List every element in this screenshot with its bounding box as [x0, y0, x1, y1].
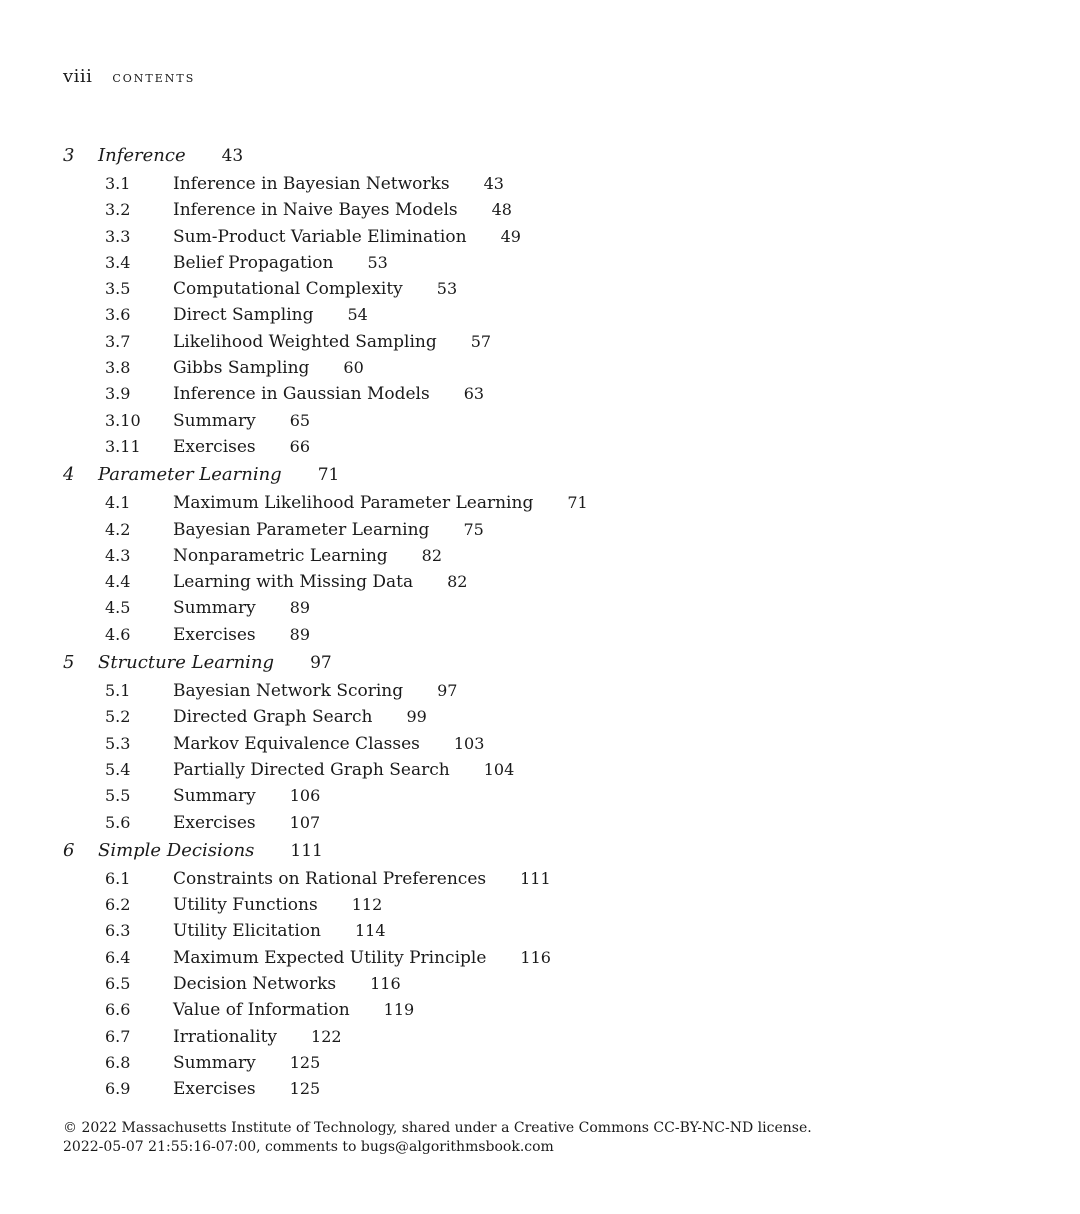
toc-section-entry[interactable]: [63, 731, 1023, 757]
section-number: 3.9: [105, 384, 131, 404]
section-page: 122: [311, 1026, 342, 1046]
section-page: 97: [437, 681, 458, 701]
chapter-page: 43: [221, 146, 244, 166]
section-title: Direct Sampling: [173, 305, 314, 326]
toc-section-entry[interactable]: [63, 757, 1023, 783]
running-head-title: contents: [112, 67, 196, 86]
section-page: 82: [421, 545, 443, 565]
running-head: [63, 66, 195, 87]
toc-section-entry[interactable]: [63, 250, 1023, 276]
section-title: Learning with Missing Data: [173, 572, 414, 593]
toc-chapter: [63, 648, 1023, 836]
toc-section-entry[interactable]: [63, 543, 1023, 569]
section-title: Exercises: [173, 436, 256, 457]
chapter-number: 4: [63, 464, 75, 486]
section-title: Utility Elicitation: [173, 921, 321, 942]
section-page: 116: [370, 974, 401, 994]
toc-section-entry[interactable]: [63, 866, 1023, 892]
toc-section-entry[interactable]: [63, 224, 1023, 250]
section-title: Likelihood Weighted Sampling: [173, 331, 437, 352]
section-number: 6.2: [105, 895, 131, 915]
chapter-number: 6: [63, 839, 75, 861]
build-info: 2022-05-07 21:55:16-07:00, comments to bugs@algorithmsbook.com: [63, 1139, 554, 1155]
chapter-number: 3: [63, 145, 75, 166]
toc-chapter: [63, 141, 1023, 460]
section-title: Exercises: [173, 1079, 256, 1100]
section-number: 6.4: [105, 947, 131, 967]
section-number: 3.5: [105, 279, 131, 299]
section-page: 119: [383, 1000, 415, 1020]
section-number: 5.5: [105, 786, 131, 806]
section-title: Value of Information: [173, 1000, 350, 1021]
chapter-page: 97: [310, 653, 332, 674]
section-number: 6.7: [105, 1026, 131, 1046]
section-title: Utility Functions: [173, 895, 318, 916]
table-of-contents: [63, 141, 1023, 1103]
chapter-title: Simple Decisions: [98, 839, 255, 861]
page-number: viii: [63, 66, 93, 87]
chapter-title: Parameter Learning: [98, 464, 282, 486]
section-title: Belief Propagation: [173, 252, 334, 273]
toc-section-entry[interactable]: [63, 434, 1023, 460]
section-number: 5.6: [105, 812, 131, 832]
section-number: 3.8: [105, 358, 131, 378]
toc-section-entry[interactable]: [63, 918, 1023, 944]
chapter-page: 111: [290, 840, 323, 861]
toc-section-entry[interactable]: [63, 622, 1023, 648]
toc-chapter-entry[interactable]: [63, 836, 1023, 866]
section-page: 43: [483, 174, 504, 193]
toc-section-entry[interactable]: [63, 997, 1023, 1023]
toc-chapter-entry[interactable]: [63, 141, 1023, 171]
toc-section-entry[interactable]: [63, 892, 1023, 918]
section-number: 5.4: [105, 759, 131, 779]
section-page: 66: [289, 436, 311, 456]
section-page: 57: [470, 331, 492, 351]
section-page: 89: [289, 598, 311, 618]
toc-section-entry[interactable]: [63, 595, 1023, 621]
section-page: 48: [491, 200, 512, 220]
section-title: Partially Directed Graph Search: [173, 759, 450, 780]
page-footer: [63, 1119, 812, 1157]
chapter-title: Structure Learning: [98, 652, 275, 674]
section-page: 116: [520, 947, 551, 967]
section-page: 60: [343, 358, 364, 378]
section-page: 104: [483, 759, 515, 779]
section-number: 3.1: [105, 174, 131, 193]
toc-section-entry[interactable]: [63, 783, 1023, 809]
section-page: 89: [289, 624, 311, 644]
toc-section-entry[interactable]: [63, 171, 1023, 197]
chapter-title: Inference: [98, 145, 186, 166]
toc-section-entry[interactable]: [63, 704, 1023, 730]
section-title: Inference in Naive Bayes Models: [173, 200, 458, 221]
toc-section-entry[interactable]: [63, 408, 1023, 434]
chapter-number: 5: [63, 652, 75, 674]
section-title: Bayesian Parameter Learning: [173, 519, 430, 540]
toc-section-entry[interactable]: [63, 355, 1023, 381]
section-page: 63: [463, 384, 485, 404]
section-title: Maximum Expected Utility Principle: [173, 947, 487, 968]
toc-section-entry[interactable]: [63, 945, 1023, 971]
toc-section-entry[interactable]: [63, 381, 1023, 407]
section-number: 5.3: [105, 733, 131, 753]
section-title: Summary: [173, 598, 256, 619]
section-number: 3.10: [105, 410, 141, 430]
section-number: 6.8: [105, 1052, 131, 1072]
section-title: Bayesian Network Scoring: [173, 681, 404, 702]
section-page: 106: [289, 786, 321, 806]
section-page: 75: [463, 519, 484, 539]
section-number: 6.5: [105, 974, 131, 994]
toc-section-entry[interactable]: [63, 329, 1023, 355]
toc-section-entry[interactable]: [63, 1050, 1023, 1076]
section-page: 99: [406, 707, 427, 727]
section-title: Nonparametric Learning: [173, 545, 388, 566]
section-number: 5.2: [105, 707, 131, 727]
section-page: 112: [351, 895, 383, 915]
section-title: Summary: [173, 410, 256, 431]
section-number: 6.1: [105, 868, 131, 888]
section-title: Summary: [173, 786, 256, 807]
section-page: 71: [567, 493, 588, 513]
chapter-page: 71: [317, 465, 340, 486]
section-number: 4.1: [105, 493, 131, 513]
toc-section-entry[interactable]: [63, 276, 1023, 302]
section-page: 114: [354, 921, 386, 941]
section-title: Exercises: [173, 812, 256, 833]
section-number: 4.2: [105, 519, 131, 539]
section-number: 3.2: [105, 200, 131, 220]
section-number: 6.3: [105, 921, 131, 941]
section-number: 3.4: [105, 252, 131, 272]
section-title: Irrationality: [173, 1026, 278, 1047]
section-page: 103: [453, 733, 485, 753]
section-title: Inference in Bayesian Networks: [173, 174, 450, 194]
toc-section-entry[interactable]: [63, 678, 1023, 704]
section-number: 5.1: [105, 681, 131, 701]
toc-section-entry[interactable]: [63, 302, 1023, 328]
section-title: Directed Graph Search: [173, 707, 373, 728]
section-page: 111: [520, 868, 551, 888]
section-title: Exercises: [173, 624, 256, 645]
toc-chapter-entry[interactable]: [63, 460, 1023, 490]
section-page: 125: [289, 1052, 321, 1072]
section-number: 4.4: [105, 572, 131, 592]
toc-chapter-entry[interactable]: [63, 648, 1023, 678]
section-number: 3.6: [105, 305, 131, 325]
toc-section-entry[interactable]: [63, 1076, 1023, 1102]
section-title: Decision Networks: [173, 974, 337, 995]
section-page: 49: [500, 226, 521, 246]
section-title: Gibbs Sampling: [173, 358, 310, 379]
section-page: 82: [447, 572, 468, 592]
section-number: 6.9: [105, 1079, 131, 1099]
section-page: 65: [289, 410, 311, 430]
copyright-notice: © 2022 Massachusetts Institute of Technology, shared under a Creative Commons CC-BY-NC-ND license.: [63, 1120, 812, 1136]
section-page: 125: [289, 1079, 321, 1099]
toc-section-entry[interactable]: [63, 197, 1023, 223]
section-number: 4.6: [105, 624, 131, 644]
section-page: 107: [289, 812, 321, 832]
section-number: 3.3: [105, 226, 131, 246]
section-title: Computational Complexity: [173, 279, 403, 300]
toc-chapter: [63, 836, 1023, 1103]
section-page: 53: [367, 252, 388, 272]
section-title: Constraints on Rational Preferences: [173, 868, 487, 889]
section-title: Inference in Gaussian Models: [173, 384, 430, 405]
section-title: Markov Equivalence Classes: [173, 733, 420, 754]
section-number: 3.11: [105, 436, 141, 456]
toc-section-entry[interactable]: [63, 1024, 1023, 1050]
toc-section-entry[interactable]: [63, 569, 1023, 595]
toc-section-entry[interactable]: [63, 490, 1023, 516]
section-title: Sum-Product Variable Elimination: [173, 226, 467, 247]
toc-section-entry[interactable]: [63, 810, 1023, 836]
section-title: Maximum Likelihood Parameter Learning: [173, 493, 534, 514]
toc-chapter: [63, 460, 1023, 648]
section-page: 53: [436, 279, 458, 299]
section-number: 6.6: [105, 1000, 131, 1020]
toc-section-entry[interactable]: [63, 517, 1023, 543]
section-number: 3.7: [105, 331, 131, 351]
section-number: 4.3: [105, 545, 131, 565]
section-page: 54: [347, 305, 368, 325]
section-number: 4.5: [105, 598, 131, 618]
section-title: Summary: [173, 1052, 256, 1073]
toc-section-entry[interactable]: [63, 971, 1023, 997]
